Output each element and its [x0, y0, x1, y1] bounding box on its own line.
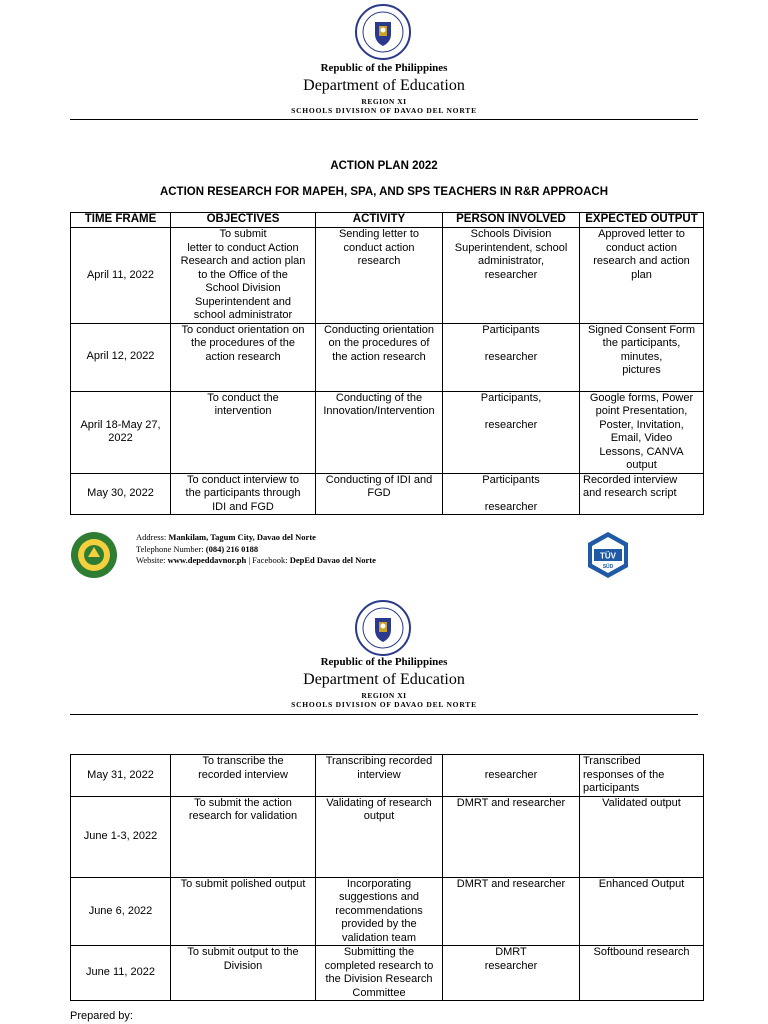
letterhead-page2: [0, 656, 768, 709]
division-label: SCHOOLS DIVISION OF DAVAO DEL NORTE: [291, 700, 477, 709]
objectives-cell: [171, 796, 316, 877]
expected-output-line: pictures: [622, 364, 661, 376]
expected-output-line: Approved letter to: [598, 228, 685, 240]
objectives-cell: [171, 755, 316, 797]
table-row: [71, 473, 704, 515]
expected-output-line: and research script: [583, 487, 677, 499]
person-involved-line: researcher: [484, 959, 538, 972]
objectives-line: school administrator: [193, 309, 293, 321]
region-label: REGION XI: [361, 691, 407, 700]
activity-line: Submitting the: [343, 946, 415, 958]
expected-output-line: the participants,: [602, 337, 681, 349]
objectives-line: the participants through: [185, 487, 301, 499]
activity-line: Incorporating: [346, 877, 412, 890]
header-objectives: OBJECTIVES: [171, 213, 316, 228]
time-frame-cell: June 6, 2022: [71, 877, 171, 946]
expected-output-line: Google forms, Power: [589, 391, 694, 404]
objectives-line: research for validation: [188, 810, 298, 822]
person-involved-line: Participants: [482, 323, 540, 336]
person-involved-cell: [443, 323, 580, 391]
objectives-line: To transcribe the: [202, 755, 284, 767]
expected-output-cell: [580, 473, 704, 515]
expected-output-line: plan: [631, 268, 652, 281]
expected-output-cell: [580, 877, 704, 946]
activity-line: Validating of research: [326, 796, 432, 809]
time-frame-cell: April 18-May 27, 2022: [71, 391, 171, 473]
activity-line: Sending letter to: [338, 228, 420, 240]
table-row: [71, 228, 704, 324]
expected-output-cell: [580, 228, 704, 324]
facebook-link[interactable]: DepEd Davao del Norte: [289, 555, 376, 565]
person-involved-cell: [443, 946, 580, 1001]
activity-cell: [316, 755, 443, 797]
activity-cell: [316, 877, 443, 946]
activity-line: Conducting of the: [335, 391, 423, 404]
person-involved-cell: [443, 473, 580, 515]
expected-output-cell: [580, 391, 704, 473]
expected-output-line: Enhanced Output: [598, 877, 685, 890]
header-time-frame: TIME FRAME: [71, 213, 171, 228]
expected-output-line: output: [626, 459, 657, 471]
objectives-line: To submit output to the: [187, 946, 299, 958]
activity-line: research: [357, 255, 401, 267]
department-name: Department of Education: [303, 671, 465, 688]
objectives-cell: [171, 877, 316, 946]
person-involved-cell: [443, 391, 580, 473]
expected-output-line: Email, Video: [610, 432, 673, 444]
objectives-cell: [171, 391, 316, 473]
expected-output-line: Recorded interview: [583, 473, 678, 486]
objectives-line: To submit the action: [194, 796, 292, 809]
activity-line: Innovation/Intervention: [323, 405, 435, 417]
header-divider-page2: [70, 714, 698, 715]
tuv-certification-logo: [584, 531, 632, 579]
person-involved-line: Schools Division: [470, 228, 552, 240]
objectives-cell: [171, 946, 316, 1001]
activity-line: recommendations: [335, 904, 423, 917]
objectives-line: recorded interview: [198, 768, 288, 781]
table-row: [71, 877, 704, 946]
person-involved-line: DMRT and researcher: [456, 796, 566, 809]
time-frame-cell: June 1-3, 2022: [71, 796, 171, 877]
objectives-line: Research and action plan: [180, 255, 306, 267]
activity-line: Committee: [352, 986, 406, 999]
table-row: [71, 946, 704, 1001]
activity-cell: [316, 228, 443, 324]
table-row: [71, 391, 704, 473]
person-involved-line: researcher: [484, 418, 538, 431]
expected-output-line: minutes,: [620, 350, 663, 363]
expected-output-line: Transcribed: [583, 755, 641, 767]
expected-output-line: responses of the: [583, 768, 665, 781]
header-activity: ACTIVITY: [316, 213, 443, 228]
objectives-line: To submit: [219, 228, 267, 240]
objectives-line: To conduct the: [207, 391, 279, 404]
objectives-line: To conduct orientation on: [181, 323, 305, 336]
person-involved-cell: [443, 228, 580, 324]
objectives-cell: [171, 473, 316, 515]
objectives-line: To conduct interview to: [187, 473, 299, 486]
objectives-line: Superintendent and: [194, 295, 292, 308]
person-involved-line: DMRT and researcher: [456, 877, 566, 890]
time-frame-cell: May 30, 2022: [71, 473, 171, 515]
expected-output-line: Lessons, CANVA: [599, 445, 684, 458]
expected-output-line: conduct action: [606, 241, 677, 254]
activity-line: interview: [357, 768, 401, 781]
time-frame-cell: May 31, 2022: [71, 755, 171, 797]
activity-line: provided by the: [341, 918, 417, 930]
phone-value: (084) 216 0188: [205, 543, 259, 554]
activity-cell: [316, 391, 443, 473]
expected-output-cell: [580, 323, 704, 391]
objectives-cell: [171, 228, 316, 324]
table-row: [71, 323, 704, 391]
person-involved-line: researcher: [484, 768, 538, 781]
person-involved-line: Participants: [482, 473, 540, 486]
table-row: [71, 796, 704, 877]
activity-line: validation team: [342, 931, 416, 944]
letterhead: [0, 62, 768, 115]
activity-cell: [316, 796, 443, 877]
activity-line: Conducting of IDI and: [325, 473, 433, 486]
table-header-row: [71, 213, 704, 228]
activity-line: the Division Research: [325, 973, 433, 985]
person-involved-line: Participants,: [480, 391, 542, 404]
activity-line: completed research to: [324, 959, 434, 972]
objectives-line: School Division: [205, 282, 281, 294]
header-person-involved: PERSON INVOLVED: [443, 213, 580, 228]
person-involved-cell: [443, 755, 580, 797]
person-involved-line: DMRT: [495, 946, 527, 958]
tuv-sub-text: SÜD: [602, 564, 614, 570]
expected-output-line: point Presentation,: [595, 405, 688, 417]
header-expected-output: EXPECTED OUTPUT: [580, 213, 704, 228]
time-frame-cell: April 11, 2022: [71, 228, 171, 324]
tuv-text: TÜV: [600, 551, 616, 561]
person-involved-line: [446, 487, 576, 501]
objectives-cell: [171, 323, 316, 391]
expected-output-line: Validated output: [602, 796, 681, 809]
activity-cell: [316, 323, 443, 391]
address-value: Mankilam, Tagum City, Davao del Norte: [168, 532, 316, 542]
time-frame-cell: April 12, 2022: [71, 323, 171, 391]
prepared-by-label: Prepared by:: [70, 1010, 133, 1022]
region-label: REGION XI: [361, 97, 407, 106]
expected-output-line: research and action: [593, 255, 690, 267]
action-plan-table-page2: [70, 754, 704, 1001]
header-divider: [70, 119, 698, 120]
activity-cell: [316, 946, 443, 1001]
activity-line: conduct action: [343, 241, 415, 254]
expected-output-cell: [580, 796, 704, 877]
address-label: Address:: [136, 532, 167, 542]
activity-line: suggestions and: [338, 891, 420, 903]
expected-output-line: Poster, Invitation,: [599, 418, 684, 431]
web-line: [136, 555, 376, 567]
address-line: [136, 532, 376, 544]
activity-cell: [316, 473, 443, 515]
research-title: ACTION RESEARCH FOR MAPEH, SPA, AND SPS TEACHERS IN R&R APPROACH: [159, 186, 609, 198]
contact-info: [136, 532, 376, 567]
activity-line: on the procedures of: [328, 337, 430, 349]
deped-seal-logo: [355, 4, 411, 60]
person-involved-line: researcher: [484, 500, 538, 513]
action-plan-title: ACTION PLAN 2022: [330, 160, 438, 172]
activity-line: Transcribing recorded: [325, 755, 433, 767]
person-involved-line: administrator,: [477, 255, 545, 267]
phone-line: [136, 544, 376, 556]
objectives-line: action research: [205, 350, 281, 363]
phone-label: Telephone Number:: [136, 543, 204, 554]
objectives-line: intervention: [214, 405, 272, 417]
expected-output-line: participants: [583, 782, 640, 794]
republic-label: Republic of the Philippines: [320, 62, 448, 74]
person-involved-line: Superintendent, school: [454, 241, 568, 254]
activity-line: output: [363, 810, 395, 822]
republic-label: Republic of the Philippines: [320, 656, 448, 668]
objectives-line: Division: [223, 959, 263, 972]
activity-line: the action research: [332, 350, 426, 363]
activity-line: FGD: [367, 487, 391, 499]
person-involved-line: researcher: [484, 268, 538, 281]
person-involved-line: [446, 337, 576, 351]
expected-output-cell: [580, 946, 704, 1001]
time-frame-cell: June 11, 2022: [71, 946, 171, 1001]
division-label: SCHOOLS DIVISION OF DAVAO DEL NORTE: [291, 106, 477, 115]
division-seal-logo: [70, 531, 118, 579]
objectives-line: to the Office of the: [198, 268, 288, 281]
department-name: Department of Education: [303, 77, 465, 94]
page-footer: [70, 528, 698, 584]
person-involved-line: [446, 755, 576, 769]
website-label: Website:: [136, 555, 166, 565]
expected-output-line: Signed Consent Form: [588, 323, 695, 336]
person-involved-line: researcher: [484, 350, 538, 363]
person-involved-cell: [443, 796, 580, 877]
table-row: [71, 755, 704, 797]
expected-output-cell: [580, 755, 704, 797]
activity-line: Conducting orientation: [323, 323, 435, 336]
objectives-line: letter to conduct Action: [187, 241, 299, 254]
website-link[interactable]: www.depeddavnor.ph: [167, 555, 247, 565]
facebook-label: | Facebook:: [248, 555, 288, 565]
action-plan-table-page1: [70, 212, 704, 515]
objectives-line: the procedures of the: [191, 337, 295, 349]
objectives-line: To submit polished output: [180, 877, 306, 890]
person-involved-line: [446, 405, 576, 419]
person-involved-cell: [443, 877, 580, 946]
deped-seal-logo-page2: [355, 600, 411, 656]
expected-output-line: Softbound research: [593, 946, 690, 958]
objectives-line: IDI and FGD: [212, 500, 274, 513]
